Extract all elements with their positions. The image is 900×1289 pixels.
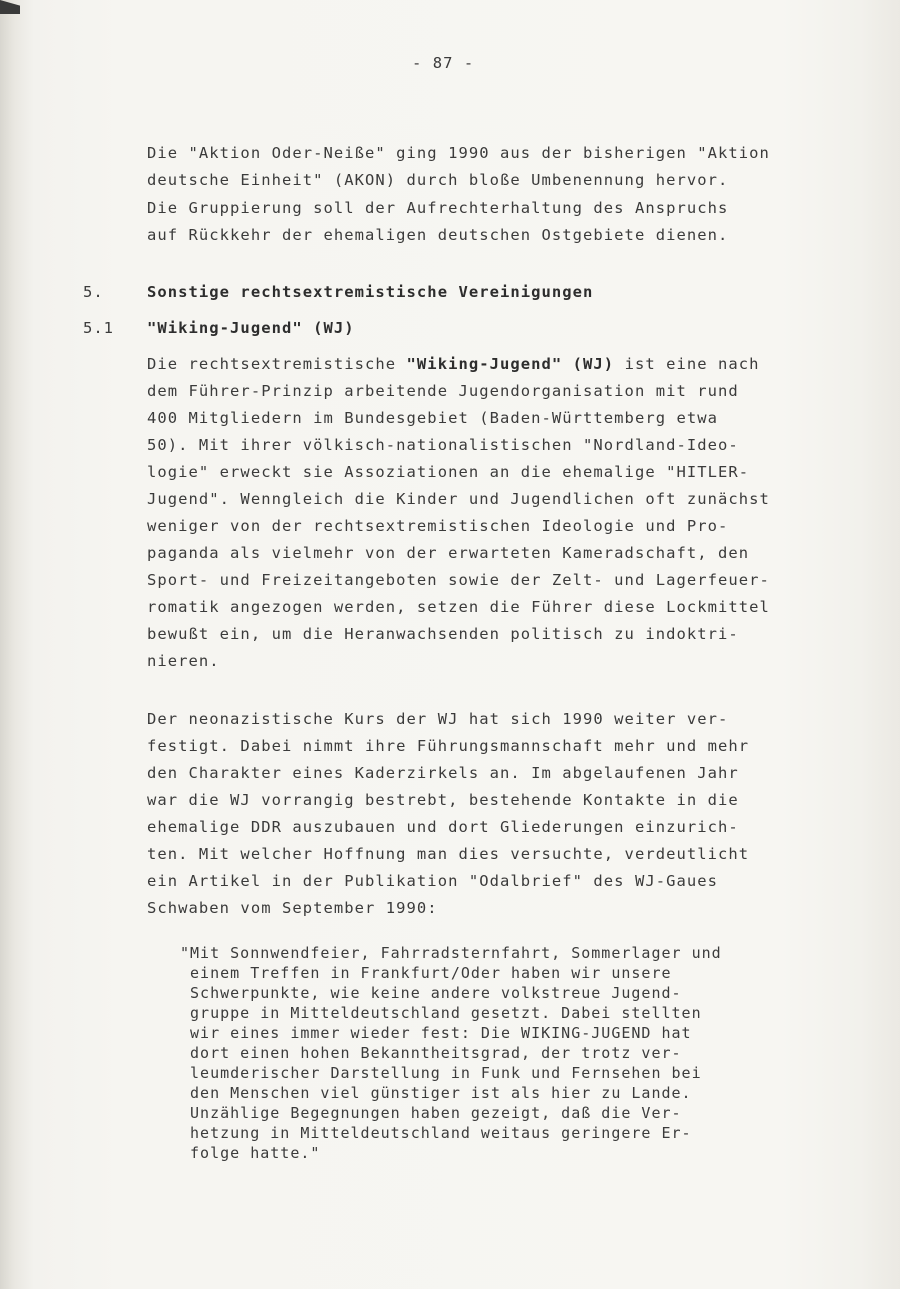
quote-line: dort einen hohen Bekanntheitsgrad, der trotz ver-: [180, 1044, 682, 1062]
paragraph-line: Sport- und Freizeitangeboten sowie der Zelt- und Lagerfeuer-: [147, 571, 770, 589]
paragraph-line: paganda als vielmehr von der erwarteten Kameradschaft, den: [147, 544, 750, 562]
paragraph-line: 400 Mitgliedern im Bundesgebiet (Baden-Württemberg etwa: [147, 409, 718, 427]
intro-line: Die "Aktion Oder-Neiße" ging 1990 aus der bisherigen "Aktion: [147, 144, 770, 162]
paragraph-line: ehemalige DDR auszubauen und dort Gliederungen einzurich-: [147, 818, 739, 836]
paragraph-line: bewußt ein, um die Heranwachsenden politisch zu indoktri-: [147, 625, 739, 643]
paragraph-text: Die rechtsextremistische: [147, 355, 407, 373]
section-heading: Sonstige rechtsextremistische Vereinigungen: [147, 283, 594, 301]
paragraph-line: romatik angezogen werden, setzen die Führer diese Lockmittel: [147, 598, 770, 616]
paragraph-line: dem Führer-Prinzip arbeitende Jugendorganisation mit rund: [147, 382, 739, 400]
intro-line: deutsche Einheit" (AKON) durch bloße Umbenennung hervor.: [147, 171, 729, 189]
quote-line: gruppe in Mitteldeutschland gesetzt. Dabei stellten: [180, 1004, 702, 1022]
quote-line: hetzung in Mitteldeutschland weitaus geringere Er-: [180, 1124, 692, 1142]
quote-line: Unzählige Begegnungen haben gezeigt, daß die Ver-: [180, 1104, 682, 1122]
paragraph-line: weniger von der rechtsextremistischen Ideologie und Pro-: [147, 517, 729, 535]
quote-line: wir eines immer wieder fest: Die WIKING-JUGEND hat: [180, 1024, 692, 1042]
paragraph-line: Jugend". Wenngleich die Kinder und Jugendlichen oft zunächst: [147, 490, 770, 508]
paragraph-line: Der neonazistische Kurs der WJ hat sich 1990 weiter ver-: [147, 710, 729, 728]
paragraph-line: ein Artikel in der Publikation "Odalbrief" des WJ-Gaues: [147, 872, 718, 890]
quote-line: "Mit Sonnwendfeier, Fahrradsternfahrt, Sommerlager und: [180, 944, 722, 962]
quote-line: leumderischer Darstellung in Funk und Fernsehen bei: [180, 1064, 702, 1082]
paragraph-line: ten. Mit welcher Hoffnung man dies versuchte, verdeutlicht: [147, 845, 750, 863]
quote-line: Schwerpunkte, wie keine andere volkstreue Jugend-: [180, 984, 682, 1002]
intro-line: Die Gruppierung soll der Aufrechterhaltung des Anspruchs: [147, 199, 729, 217]
paragraph-line: festigt. Dabei nimmt ihre Führungsmannschaft mehr und mehr: [147, 737, 750, 755]
quote-line: folge hatte.": [180, 1144, 321, 1162]
paragraph-line: den Charakter eines Kaderzirkels an. Im abgelaufenen Jahr: [147, 764, 739, 782]
scan-edge-mark: [0, 0, 20, 14]
paragraph-line: Schwaben vom September 1990:: [147, 899, 438, 917]
intro-line: auf Rückkehr der ehemaligen deutschen Ostgebiete dienen.: [147, 226, 729, 244]
quote-line: einem Treffen in Frankfurt/Oder haben wir unsere: [180, 964, 672, 982]
paragraph-line: [147, 355, 760, 373]
subsection-number: 5.1: [83, 319, 114, 337]
paragraph-line: nieren.: [147, 652, 220, 670]
organization-name: "Wiking-Jugend" (WJ): [406, 355, 615, 373]
quote-line: den Menschen viel günstiger ist als hier zu Lande.: [180, 1084, 692, 1102]
page-number: - 87 -: [412, 54, 475, 72]
paragraph-line: war die WJ vorrangig bestrebt, bestehende Kontakte in die: [147, 791, 739, 809]
paragraph-text: ist eine nach: [614, 355, 760, 373]
subsection-heading: "Wiking-Jugend" (WJ): [147, 319, 355, 337]
paragraph-line: 50). Mit ihrer völkisch-nationalistischen "Nordland-Ideo-: [147, 436, 739, 454]
paragraph-line: logie" erweckt sie Assoziationen an die ehemalige "HITLER-: [147, 463, 750, 481]
section-number: 5.: [83, 283, 104, 301]
